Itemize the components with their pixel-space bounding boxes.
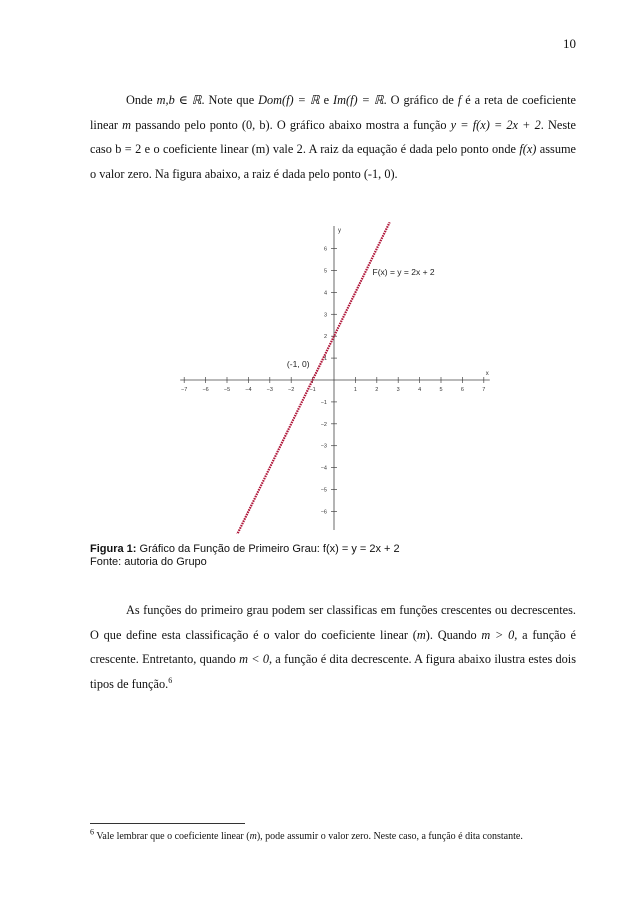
y-tick-label: −2	[320, 421, 327, 428]
y-tick-label: 6	[323, 246, 327, 253]
text-run: , a função é crescente. Entretanto, quando	[90, 627, 577, 667]
math-inline: m	[249, 831, 257, 842]
footnote-ref[interactable]: 6	[168, 675, 173, 685]
text-run: Onde	[126, 93, 157, 107]
math-inline: m > 0	[481, 627, 515, 642]
chart-annotation: F(x) = y = 2x + 2	[372, 266, 435, 277]
x-tick-label: 1	[353, 387, 357, 393]
paragraph-classification	[90, 598, 576, 696]
text-run: . Neste caso b = 2 e o coeficiente linear (m) vale 2. A raiz da equação é dada pelo ponto onde	[90, 117, 576, 157]
y-axis-label: y	[338, 228, 341, 234]
text-run: . Note que	[201, 93, 259, 107]
x-tick-label: 5	[439, 387, 443, 393]
x-tick-label: 3	[396, 387, 400, 393]
x-tick-label: −3	[266, 387, 273, 393]
y-tick-label: −1	[320, 399, 327, 406]
x-tick-label: 7	[482, 387, 486, 393]
footnote-number: 6	[90, 827, 94, 837]
x-tick-label: 2	[375, 387, 379, 393]
caption-text: Gráfico da Função de Primeiro Grau: f(x) = y = 2x + 2	[136, 543, 400, 555]
chart-annotation: (-1, 0)	[286, 358, 310, 369]
math-inline: m,b ∈ ℝ	[156, 93, 202, 107]
math-inline: Im(f) = ℝ	[333, 93, 384, 107]
text-run: . O gráfico de	[383, 93, 458, 107]
text-run: ), pode assumir o valor zero. Neste caso, a função é dita constante.	[256, 831, 523, 842]
y-tick-label: −5	[320, 487, 327, 494]
math-inline: m	[122, 117, 132, 132]
x-tick-label: −2	[288, 387, 295, 393]
y-tick-label: 3	[323, 312, 327, 319]
footnote	[90, 827, 590, 843]
x-tick-label: −7	[181, 387, 188, 393]
page-number: 10	[563, 36, 576, 51]
figure-1-chart	[172, 222, 502, 534]
text-run: ). Quando	[425, 627, 482, 642]
math-inline: Dom(f) = ℝ	[258, 93, 320, 107]
math-inline: m	[416, 627, 426, 642]
x-tick-label: −5	[223, 387, 231, 393]
math-inline: y = f(x) = 2x + 2	[450, 117, 541, 132]
text-run: , a função é dita decrescente. A figura abaixo ilustra estes dois tipos de função.	[90, 652, 576, 691]
caption-label: Figura 1:	[90, 543, 137, 555]
figure-caption	[90, 543, 400, 569]
paragraph-domain-image	[90, 88, 576, 186]
x-tick-label: −1	[309, 387, 316, 393]
y-tick-label: 2	[323, 334, 327, 341]
x-tick-label: 4	[418, 387, 422, 393]
text-run: Vale lembrar que o coeficiente linear (	[94, 831, 250, 842]
x-axis-label: x	[485, 371, 489, 377]
y-tick-label: −4	[320, 465, 327, 472]
text-run: As funções do primeiro grau podem ser classificas em funções crescentes ou decrescentes. O que define esta classificação é o valor do coeficiente linear (	[90, 603, 576, 642]
x-tick-label: 6	[460, 387, 464, 393]
math-inline: m < 0	[239, 652, 269, 667]
y-tick-label: 1	[323, 356, 327, 363]
y-tick-label: 5	[323, 268, 327, 275]
text-run: e	[319, 93, 334, 107]
text-run: passando pelo ponto (0, b). O gráfico abaixo mostra a função	[131, 117, 451, 132]
caption-source: Fonte: autoria do Grupo	[90, 556, 207, 568]
x-tick-label: −6	[202, 387, 209, 393]
text-run: assume o valor zero. Na figura abaixo, a raiz é dada pelo ponto (-1, 0).	[90, 142, 576, 181]
text-run: é a reta de coeficiente linear	[90, 93, 576, 132]
x-tick-label: −4	[245, 387, 252, 393]
y-tick-label: −6	[320, 509, 327, 516]
math-inline: f	[457, 93, 462, 107]
y-tick-label: 4	[323, 290, 327, 297]
math-inline: f(x)	[519, 142, 537, 157]
y-tick-label: −3	[320, 443, 327, 450]
footnote-divider	[90, 823, 245, 824]
